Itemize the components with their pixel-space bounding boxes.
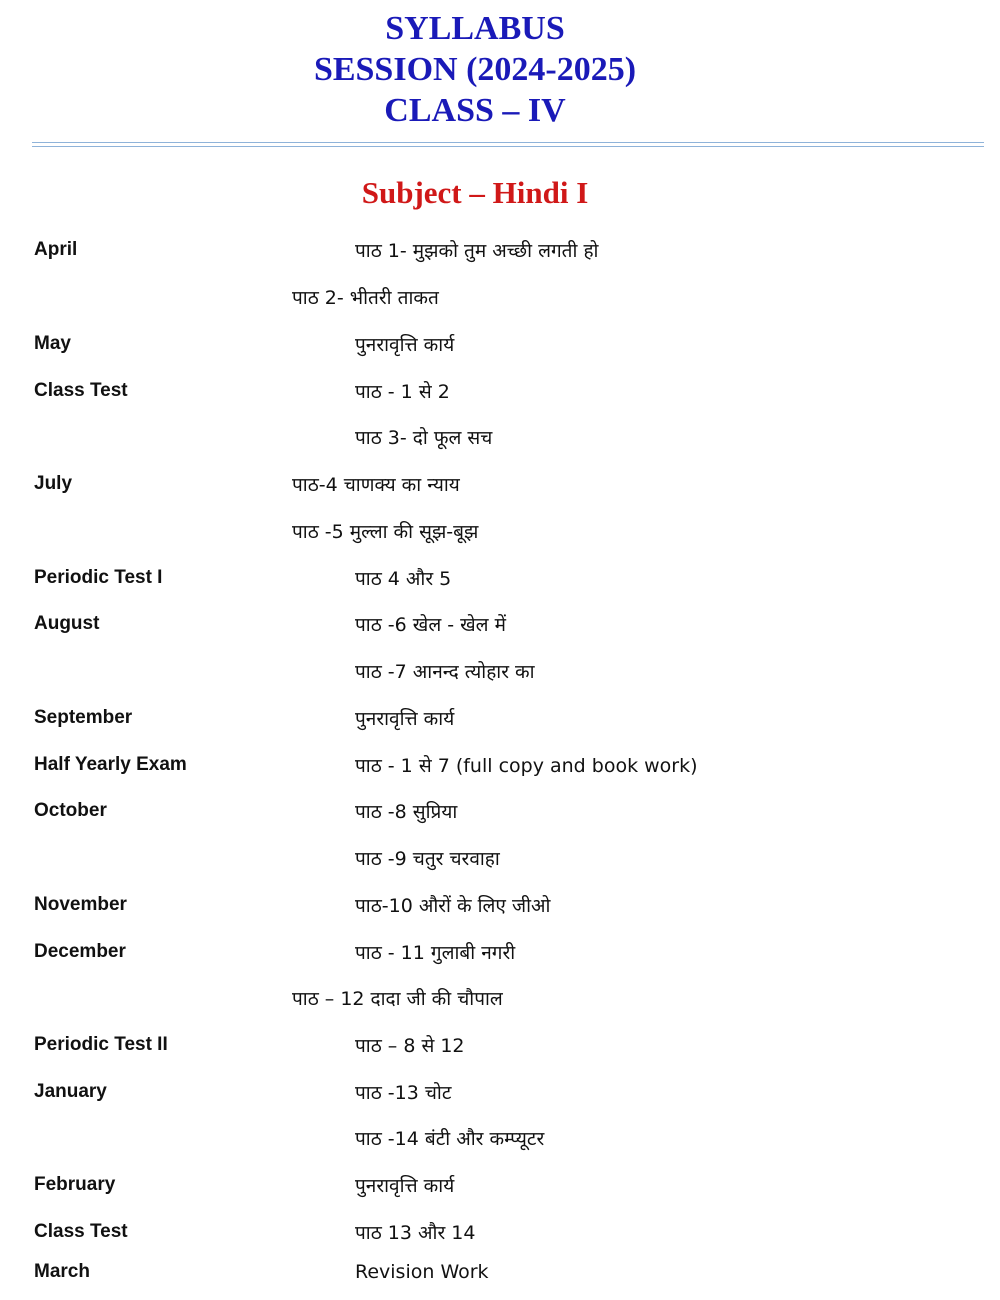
row-month: July	[34, 473, 73, 494]
header-class: CLASS – IV	[384, 92, 566, 129]
row-month: Periodic Test I	[34, 567, 163, 588]
row-month: Half Yearly Exam	[34, 754, 187, 775]
row-month: September	[34, 707, 133, 728]
row-topic: पाठ – 8 से 12	[355, 1035, 465, 1057]
document-header	[0, 8, 950, 131]
row-topic: पाठ -6 खेल - खेल में	[355, 614, 506, 636]
row-topic: पाठ-4 चाणक्य का न्याय	[292, 474, 460, 496]
header-divider-bottom	[32, 146, 984, 147]
row-month: March	[34, 1261, 90, 1282]
row-topic: पुनरावृत्ति कार्य	[355, 708, 455, 730]
row-topic: Revision Work	[355, 1261, 489, 1283]
row-topic: पाठ – 12 दादा जी की चौपाल	[292, 988, 503, 1010]
row-month: February	[34, 1174, 116, 1195]
row-month: Class Test	[34, 380, 128, 401]
row-topic: पाठ -8 सुप्रिया	[355, 801, 458, 823]
row-topic: पाठ -9 चतुर चरवाहा	[355, 848, 500, 870]
row-topic: पुनरावृत्ति कार्य	[355, 334, 455, 356]
row-topic: पाठ -7 आनन्द त्योहार का	[355, 661, 535, 683]
row-topic: पुनरावृत्ति कार्य	[355, 1175, 455, 1197]
row-month: August	[34, 613, 100, 634]
row-topic: पाठ 13 और 14	[355, 1222, 476, 1244]
row-topic: पाठ - 1 से 2	[355, 381, 450, 403]
row-month: October	[34, 800, 107, 821]
row-month: Periodic Test II	[34, 1034, 168, 1055]
row-topic: पाठ 2- भीतरी ताकत	[292, 287, 439, 309]
row-topic: पाठ-10 औरों के लिए जीओ	[355, 895, 551, 917]
row-topic: पाठ - 1 से 7 (full copy and book work)	[355, 755, 698, 777]
row-month: December	[34, 941, 126, 962]
subject-heading: Subject – Hindi I	[361, 175, 589, 210]
row-topic: पाठ -5 मुल्ला की सूझ-बूझ	[292, 521, 479, 543]
row-month: Class Test	[34, 1221, 128, 1242]
row-month: January	[34, 1081, 107, 1102]
row-month: November	[34, 894, 127, 915]
header-session: SESSION (2024-2025)	[313, 51, 637, 88]
row-month: April	[34, 239, 78, 260]
row-month: May	[34, 333, 71, 354]
row-topic: पाठ 4 और 5	[355, 568, 452, 590]
row-topic: पाठ -13 चोट	[355, 1082, 452, 1104]
row-topic: पाठ 3- दो फूल सच	[355, 427, 493, 449]
row-topic: पाठ -14 बंटी और कम्प्यूटर	[355, 1128, 545, 1150]
row-topic: पाठ 1- मुझको तुम अच्छी लगती हो	[355, 240, 599, 262]
header-divider-top	[32, 142, 984, 143]
row-topic: पाठ - 11 गुलाबी नगरी	[355, 942, 516, 964]
header-title: SYLLABUS	[385, 10, 565, 47]
